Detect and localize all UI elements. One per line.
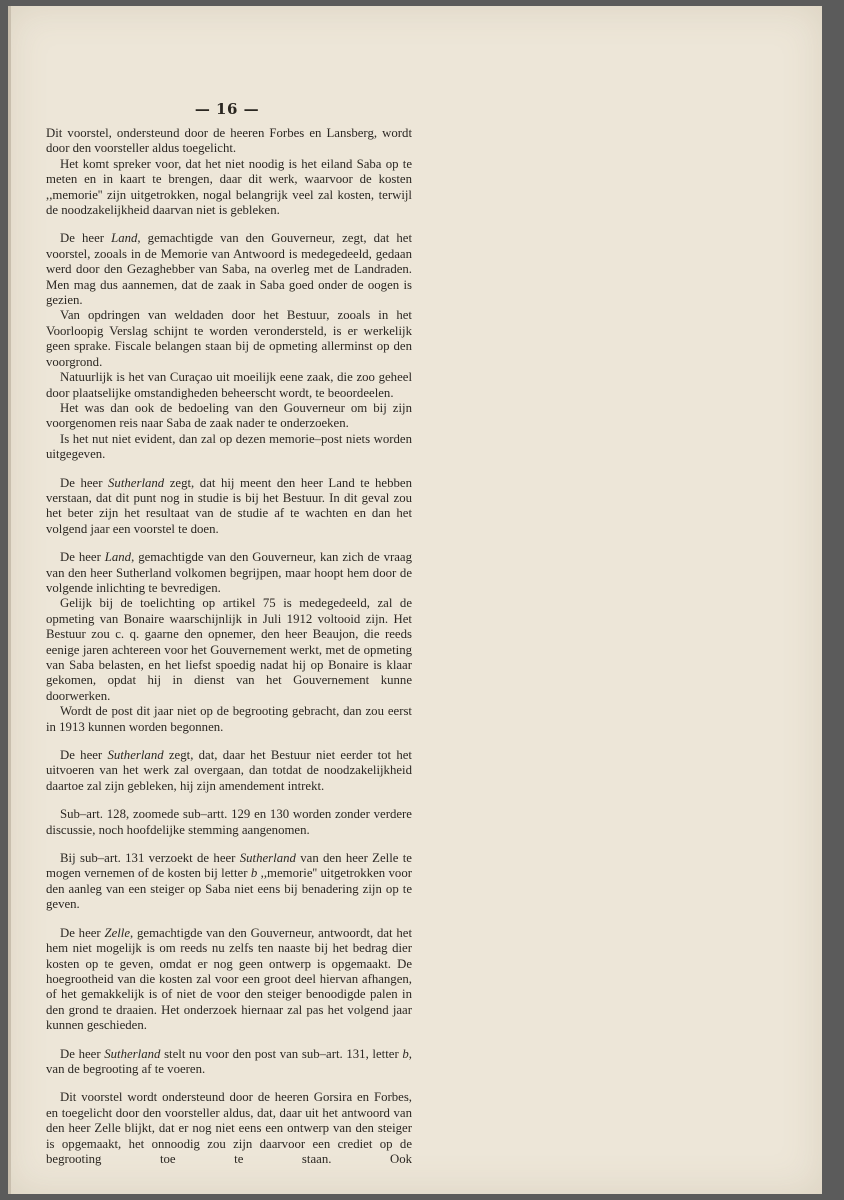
paragraph bbox=[46, 704, 412, 735]
paragraph bbox=[46, 596, 412, 704]
text-run: De heer bbox=[60, 550, 105, 565]
paragraph bbox=[46, 401, 412, 432]
text-run: , van de begrooting af te voeren. bbox=[46, 1046, 412, 1076]
text-run: ,,memorie'' uitgetrokken voor den aanleg van een steiger op Saba niet eens bij benadering zijn op te geven. bbox=[46, 866, 412, 912]
paragraph bbox=[46, 851, 412, 913]
paragraph bbox=[46, 748, 412, 794]
speaker-name: b bbox=[402, 1046, 409, 1061]
text-run: De heer bbox=[60, 925, 105, 940]
paragraph-gap bbox=[46, 463, 412, 476]
paragraph-gap bbox=[46, 218, 412, 231]
text-run: Bij sub–art. 131 verzoekt de heer bbox=[60, 851, 240, 866]
speaker-name: b bbox=[250, 866, 258, 881]
paragraph bbox=[46, 308, 412, 370]
speaker-name: Sutherland bbox=[239, 851, 296, 866]
paragraph bbox=[46, 370, 412, 401]
text-run: Gelijk bij de toelichting op artikel 75 is medegedeeld, zal de opmeting van Bonaire waarschijnlijk in Juli 1912 voltooid zijn. Het Bestuur zou c. q. gaarne den opnemer, den heer Beaujon, die reeds eenige jaren achtereen voor het Gouvernement werkt, met de opmeting van Saba belasten, en het liefst spoedig nadat hij op Bonaire is klaar gekomen, opdat hij in dienst van het Gouvernement kunne doorwerken. bbox=[46, 596, 412, 703]
text-run: Wordt de post dit jaar niet op de begrooting gebracht, dan zou eerst in 1913 kunnen worden begonnen. bbox=[46, 704, 412, 734]
text-run: Dit voorstel, ondersteund door de heeren Forbes en Lansberg, wordt door den voorsteller aldus toegelicht. bbox=[46, 126, 412, 156]
text-run: Sub–art. 128, zoomede sub–artt. 129 en 130 worden zonder verdere discussie, noch hoofdelijke stemming aangenomen. bbox=[46, 807, 412, 837]
text-run: , gemachtigde van den Gouverneur, kan zich de vraag van den heer Sutherland volkomen begrijpen, maar hoopt hem door de volgende inlichting te bevredigen. bbox=[46, 550, 412, 595]
paragraph bbox=[46, 926, 412, 1034]
text-run: De heer bbox=[60, 475, 109, 490]
page-edge-shadow bbox=[8, 6, 11, 1194]
text-column bbox=[46, 126, 412, 1167]
text-run: De heer bbox=[60, 748, 108, 763]
text-run: Het komt spreker voor, dat het niet noodig is het eiland Saba op te meten en in kaart te brengen, daar dit werk, waarvoor de kosten ,,memorie'' zijn uitgetrokken, nogal belangrijk veel zal kosten, terwijl de noodzakelijkheid daarvan niet is gebleken. bbox=[46, 156, 412, 218]
text-run: , gemachtigde van den Gouverneur, zegt, dat het voorstel, zooals in de Memorie van Antwoord is medegedeeld, gedaan werd door den Gezaghebber van Saba, na overleg met de Landraden. Men mag dus aannemen, dat de zaak in Saba goed onder de oogen is gezien. bbox=[46, 231, 413, 308]
paragraph-gap bbox=[46, 794, 412, 807]
paragraph bbox=[46, 550, 412, 596]
text-run: Natuurlijk is het van Curaçao uit moeilijk eene zaak, die zoo geheel door plaatselijke omstandigheden beheerscht wordt, te beoordeelen. bbox=[46, 370, 412, 400]
paragraph bbox=[46, 476, 412, 538]
paragraph bbox=[46, 1090, 412, 1167]
paragraph-gap bbox=[46, 1077, 412, 1090]
speaker-name: Sutherland bbox=[104, 1046, 161, 1061]
speaker-name: Sutherland bbox=[107, 748, 164, 763]
text-run: zegt, dat hij meent den heer Land te hebben verstaan, dat dit punt nog in studie is bij het Bestuur. In dit geval zou het beter zijn het resultaat van de studie af te wachten en dan het volgend jaar een voorstel te doen. bbox=[46, 475, 412, 536]
paragraph-gap bbox=[46, 838, 412, 851]
text-run: zegt, dat, daar het Bestuur niet eerder tot het uitvoeren van het werk zal overgaan, dan totdat de noodzakelijkheid daartoe zal zijn gebleken, hij zijn amendement intrekt. bbox=[46, 748, 412, 793]
text-run: Het was dan ook de bedoeling van den Gouverneur om bij zijn voorgenomen reis naar Saba de zaak nader te onderzoeken. bbox=[46, 400, 412, 431]
paragraph-gap bbox=[46, 913, 412, 926]
paragraph-gap bbox=[46, 537, 412, 550]
paragraph bbox=[46, 231, 412, 308]
paragraph-gap bbox=[46, 735, 412, 748]
paragraph-gap bbox=[46, 1034, 412, 1047]
text-run: stelt nu voor den post van sub–art. 131, letter bbox=[160, 1046, 403, 1061]
paragraph bbox=[46, 126, 412, 157]
speaker-name: Land bbox=[104, 550, 132, 565]
text-run: Dit voorstel wordt ondersteund door de heeren Gorsira en Forbes, en toegelicht door den voorsteller aldus, dat, daar uit het antwoord van den heer Zelle blijkt, dat er nog niet eens een ontwerp van den steiger is opgemaakt, het onnoodig zou zijn daarvoor een crediet op de begrooting toe te staan. Ook bbox=[46, 1090, 412, 1166]
text-run: van den heer Zelle te mogen vernemen of de kosten bij letter bbox=[46, 851, 412, 881]
text-run: De heer bbox=[60, 1046, 105, 1061]
paragraph bbox=[46, 157, 412, 219]
text-run: Is het nut niet evident, dan zal op dezen memorie–post niets worden uitgegeven. bbox=[46, 431, 412, 462]
text-run: Van opdringen van weldaden door het Bestuur, zooals in het Voorloopig Verslag schijnt te worden verondersteld, is er werkelijk geen sprake. Fiscale belangen staan bij de opmeting allerminst op den voorgrond. bbox=[46, 308, 412, 369]
text-run: , gemachtigde van den Gouverneur, antwoordt, dat het hem niet mogelijk is om reeds nu zelfs ten naaste bij het bedrag dier kosten op te geven, omdat er nog geen ontwerp is opgemaakt. De hoegrootheid van die kosten zal voor een groot deel hiervan afhangen, of het gemakkelijk is of niet de voor den steiger benoodigde palen in den grond te draaien. Het onderzoek hiernaar zal pas het volgend jaar kunnen geschieden. bbox=[46, 925, 412, 1033]
speaker-name: Zelle bbox=[104, 925, 131, 940]
paragraph bbox=[46, 807, 412, 838]
paragraph bbox=[46, 1047, 412, 1078]
paragraph bbox=[46, 432, 412, 463]
page-number: — 16 — bbox=[194, 100, 260, 118]
speaker-name: Sutherland bbox=[108, 475, 165, 490]
text-run: De heer bbox=[60, 231, 112, 246]
speaker-name: Land bbox=[111, 231, 138, 246]
